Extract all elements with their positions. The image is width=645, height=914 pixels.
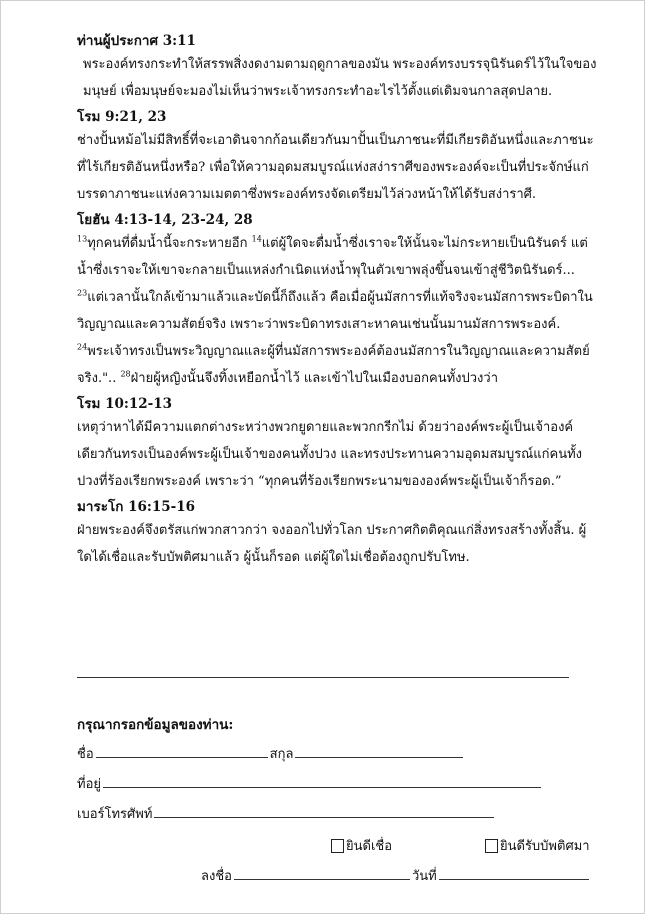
section-heading: โรม 9:21, 23 [77,109,167,125]
phone-label: เบอร์โทรศัพท์ [77,807,153,822]
verse-text: พระเจ้าทรงเป็นพระวิญญาณและผู้ที่นมัสการพระองค์ต้องนมัสการในวิญญาณและความสัตย์จริง.".. [77,344,590,386]
separator-line [77,677,569,678]
baptize-label: ยินดีรับบัพติศมา [500,839,590,854]
date-field[interactable] [439,867,589,880]
signature-row [201,865,591,886]
section-text: พระองค์ทรงกระทำให้สรรพสิ่งงดงามตามฤดูกาลของมัน พระองค์ทรงบรรจุนิรันดร์ไว้ในใจของมนุษย์ เพื่อมนุษย์จะมองไม่เห็นว่าพระเจ้าทรงกระทำอะไรไว้ตั้งแต่เดิมจนกาลสุดปลาย. [83,57,597,99]
surname-field[interactable] [295,745,463,758]
phone-row [77,803,496,824]
verse-number: 24 [77,342,88,352]
verse-number: 13 [77,234,88,244]
baptize-checkbox[interactable] [485,839,498,853]
section-heading: ท่านผู้ประกาศ 3:11 [77,33,196,49]
verse-number: 28 [120,369,131,379]
address-label: ที่อยู่ [77,777,101,792]
section-text: เหตุว่าหาได้มีความแตกต่างระหว่างพวกยูดายและพวกกรีกไม่ ด้วยว่าองค์พระผู้เป็นเจ้าองค์เดียวกันทรงเป็นองค์พระผู้เป็นเจ้าของคนทั้งปวง และทรงประทานความอุดมสมบูรณ์แก่คนทั้งปวงที่ร้องเรียกพระองค์ เพราะว่า “ทุกคนที่ร้องเรียกพระนามขององค์พระผู้เป็นเจ้าก็รอด.” [77,420,582,489]
surname-label: สกุล [269,747,294,762]
name-field[interactable] [96,745,268,758]
believe-label: ยินดีเชื่อ [346,839,393,854]
verse-number: 14 [251,234,262,244]
signature-field[interactable] [234,867,410,880]
name-label: ชื่อ [77,747,94,762]
verse-text: ทุกคนที่ดื่มน้ำนี้จะกระหายอีก [87,236,252,251]
verse-number: 23 [77,288,88,298]
section-text [77,230,599,392]
address-row [77,773,543,794]
verse-text: แต่เวลานั้นใกล้เข้ามาแล้วและบัดนี้ก็ถึงแล้ว คือเมื่อผู้นมัสการที่แท้จริงจะนมัสการพระบิดาในวิญญาณและความสัตย์จริง เพราะว่าพระบิดาทรงเสาะหาคนเช่นนั้นมานมัสการพระองค์. [77,290,593,332]
verse-text: ฝ่ายผู้หญิงนั้นจึงทิ้งเหยือกน้ำไว้ และเข้าไปในเมืองบอกคนทั้งปวงว่า [130,371,499,386]
scripture-content [77,31,599,571]
name-row [77,743,465,764]
section-heading: โรม 10:12-13 [77,396,173,412]
address-field[interactable] [103,775,541,788]
date-label: วันที่ [411,869,437,884]
believe-option[interactable] [331,835,392,856]
section-heading: มาระโก 16:15-16 [77,499,196,515]
signature-label: ลงชื่อ [201,869,232,884]
form-title: กรุณากรอกข้อมูลของท่าน: [77,717,234,733]
section-text: ช่างปั้นหม้อไม่มีสิทธิ์ที่จะเอาดินจากก้อนเดียวกันมาปั้นเป็นภาชนะที่มีเกียรติอันหนึ่งและภาชนะที่ไร้เกียรติอันหนึ่งหรือ? เพื่อให้ความอุดมสมบูรณ์แห่งสง่าราศีของพระองค์จะเป็นที่ประจักษ์แก่บรรดาภาชนะแห่งความเมตตาซึ่งพระองค์ทรงจัดเตรียมไว้ล่วงหน้าให้ได้รับสง่าราศี. [77,133,594,202]
phone-field[interactable] [154,805,494,818]
verse-text: แต่ผู้ใดจะดื่มน้ำซึ่งเราจะให้นั้นจะไม่กระหายเป็นนิรันดร์ แต่น้ำซึ่งเราจะให้เขาจะกลายเป็นแหล่งกำเนิดแห่งน้ำพุในตัวเขาพลุ่งขึ้นจนเข้าสู่ชีวิตนิรันดร์... [77,236,588,278]
baptize-option[interactable] [485,835,590,856]
section-text: ฝ่ายพระองค์จึงตรัสแก่พวกสาวกว่า จงออกไปทั่วโลก ประกาศกิตติคุณแก่สิ่งทรงสร้างทั้งสิ้น. ผู้ใดได้เชื่อและรับบัพติศมาแล้ว ผู้นั้นก็รอด แต่ผู้ใดไม่เชื่อต้องถูกปรับโทษ. [77,523,587,565]
believe-checkbox[interactable] [331,839,344,853]
section-heading: โยฮัน 4:13-14, 23-24, 28 [77,212,253,228]
